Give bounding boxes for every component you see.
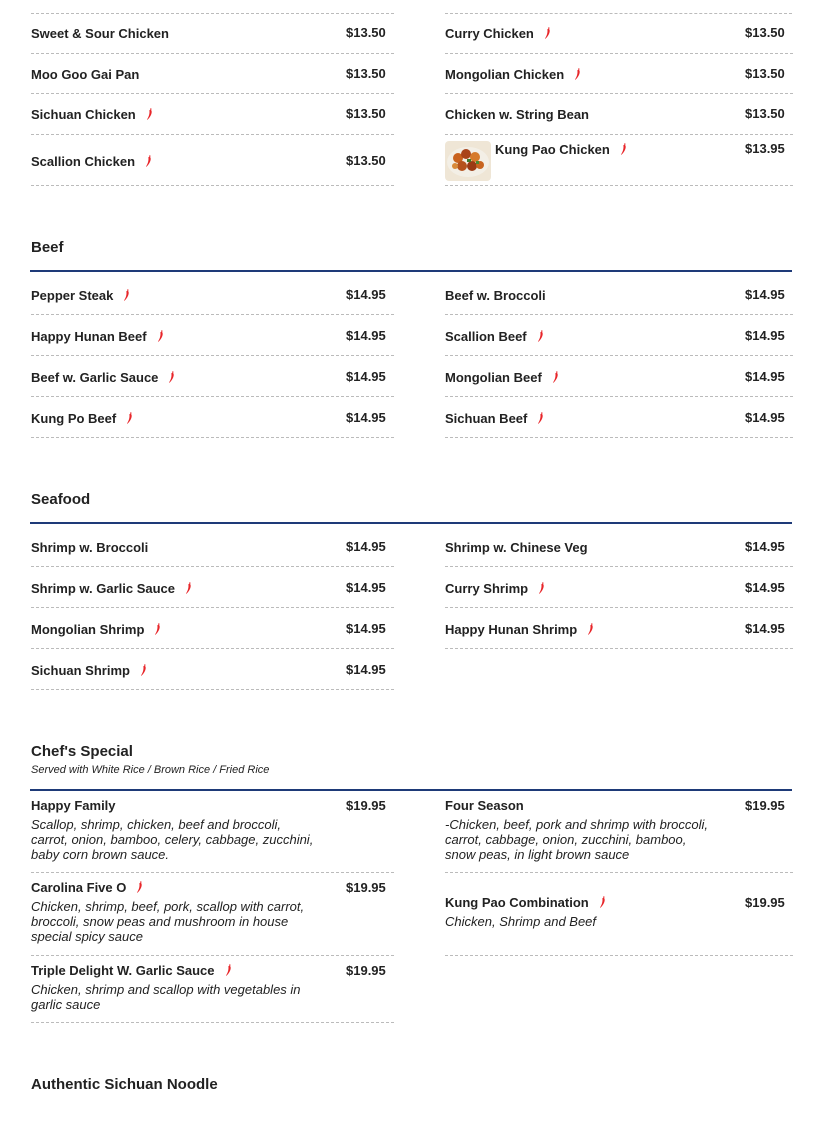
menu-item-price: $14.95	[346, 328, 386, 343]
menu-item-name	[495, 142, 627, 157]
menu-item-name	[31, 370, 175, 385]
menu-item-name	[445, 67, 581, 82]
menu-item-label: Curry Shrimp	[445, 581, 529, 596]
chili-pepper-icon	[136, 881, 143, 893]
menu-item-name	[445, 26, 551, 41]
menu-item-label: Beef w. Broccoli	[445, 288, 546, 303]
menu-item[interactable]	[445, 94, 793, 135]
menu-item[interactable]	[31, 315, 394, 356]
description-line: carrot, cabbage, onion, zucchini, bamboo,	[445, 832, 687, 847]
menu-item[interactable]	[31, 567, 394, 608]
menu-item[interactable]	[445, 791, 793, 873]
menu-item[interactable]	[31, 956, 394, 1023]
chili-pepper-icon	[574, 68, 581, 80]
menu-item-name	[31, 963, 232, 978]
chili-pepper-icon	[140, 664, 147, 676]
food-photo-icon	[445, 141, 491, 181]
menu-item-price: $14.95	[346, 662, 386, 677]
menu-item-label: Sichuan Beef	[445, 411, 528, 426]
section-divider	[30, 270, 792, 272]
chili-pepper-icon	[537, 412, 544, 424]
menu-item[interactable]	[445, 526, 793, 567]
menu-item-label: Sweet & Sour Chicken	[31, 26, 169, 41]
menu-item-price: $14.95	[745, 287, 785, 302]
section-title: Seafood	[31, 491, 91, 508]
description-line: Chicken, Shrimp and Beef	[445, 914, 597, 929]
menu-item-price: $14.95	[745, 539, 785, 554]
menu-item-label: Mongolian Chicken	[445, 67, 565, 82]
menu-item[interactable]	[445, 397, 793, 438]
menu-item[interactable]	[445, 567, 793, 608]
menu-item-name	[445, 329, 544, 344]
menu-item-price: $14.95	[346, 539, 386, 554]
menu-item-label: Triple Delight W. Garlic Sauce	[31, 963, 215, 978]
list-divider	[445, 0, 792, 14]
menu-item-name	[31, 26, 169, 41]
menu-item-label: Carolina Five O	[31, 880, 127, 895]
chili-pepper-icon	[599, 896, 606, 908]
menu-item-price: $14.95	[745, 621, 785, 636]
menu-item-description	[445, 817, 733, 862]
menu-item[interactable]	[445, 135, 793, 186]
menu-item-price: $19.95	[346, 798, 386, 813]
menu-item[interactable]	[445, 13, 793, 54]
menu-item[interactable]	[445, 54, 793, 94]
menu-item-price: $14.95	[346, 410, 386, 425]
menu-item-name	[445, 895, 606, 910]
section-subtitle: Served with White Rice / Brown Rice / Fried Rice	[31, 764, 270, 776]
menu-item[interactable]	[31, 526, 394, 567]
menu-item-name	[31, 107, 153, 122]
menu-item-price: $14.95	[346, 621, 386, 636]
menu-item-label: Chicken w. String Bean	[445, 107, 589, 122]
menu-item-label: Shrimp w. Garlic Sauce	[31, 581, 176, 596]
menu-item[interactable]	[31, 397, 394, 438]
menu-item-price: $13.50	[745, 25, 785, 40]
menu-item[interactable]	[31, 873, 394, 956]
chili-pepper-icon	[185, 582, 192, 594]
menu-item-price: $13.95	[745, 141, 785, 156]
menu-item-price: $19.95	[745, 895, 785, 910]
menu-item-label: Sichuan Chicken	[31, 107, 136, 122]
menu-item-name	[445, 798, 524, 813]
menu-item-price: $13.50	[346, 153, 386, 168]
section-title: Authentic Sichuan Noodle	[31, 1076, 218, 1093]
menu-item-label: Four Season	[445, 798, 524, 813]
menu-item-price: $13.50	[745, 106, 785, 121]
menu-item[interactable]	[445, 274, 793, 315]
menu-item-label: Beef w. Garlic Sauce	[31, 370, 159, 385]
menu-item-name	[31, 288, 130, 303]
menu-item-label: Mongolian Shrimp	[31, 622, 145, 637]
menu-item-name	[31, 154, 152, 169]
menu-item-description	[445, 914, 733, 929]
menu-item[interactable]	[31, 608, 394, 649]
menu-item[interactable]	[31, 54, 394, 94]
section-title: Chef's Special	[31, 743, 133, 760]
section-divider	[30, 522, 792, 524]
kung-pao-chicken-image[interactable]	[445, 141, 491, 181]
menu-item-name	[445, 622, 594, 637]
menu-item-name	[445, 581, 545, 596]
description-line: carrot, onion, bamboo, celery, cabbage, zucchini,	[31, 832, 314, 847]
menu-item-name	[31, 540, 148, 555]
menu-item-price: $14.95	[745, 328, 785, 343]
menu-item[interactable]	[445, 608, 793, 649]
description-line: Chicken, shrimp and scallop with vegetables in	[31, 982, 301, 997]
menu-item-price: $19.95	[745, 798, 785, 813]
list-divider	[31, 0, 394, 14]
menu-item-label: Happy Hunan Beef	[31, 329, 147, 344]
menu-item-label: Kung Pao Combination	[445, 895, 589, 910]
menu-item[interactable]	[31, 649, 394, 690]
menu-item-price: $13.50	[346, 106, 386, 121]
menu-item-name	[31, 329, 164, 344]
menu-item-description	[31, 899, 334, 944]
menu-item-price: $14.95	[346, 287, 386, 302]
menu-item-name	[31, 411, 133, 426]
menu-item-name	[31, 581, 192, 596]
menu-item[interactable]	[445, 315, 793, 356]
description-line: -Chicken, beef, pork and shrimp with broccoli,	[445, 817, 709, 832]
menu-item-label: Kung Po Beef	[31, 411, 117, 426]
chili-pepper-icon	[146, 108, 153, 120]
menu-item-label: Happy Family	[31, 798, 116, 813]
menu-item-name	[31, 622, 161, 637]
description-line: Scallop, shrimp, chicken, beef and broccoli,	[31, 817, 282, 832]
menu-item-price: $14.95	[745, 369, 785, 384]
menu-item[interactable]	[31, 356, 394, 397]
menu-item-name	[445, 107, 589, 122]
description-line: Chicken, shrimp, beef, pork, scallop with carrot,	[31, 899, 305, 914]
description-line: broccoli, snow peas and mushroom in house	[31, 914, 289, 929]
menu-item-price: $13.50	[745, 66, 785, 81]
menu-item-name	[445, 411, 544, 426]
chili-pepper-icon	[538, 582, 545, 594]
menu-item-label: Sichuan Shrimp	[31, 663, 130, 678]
menu-item-price: $14.95	[346, 580, 386, 595]
menu-item[interactable]	[445, 356, 793, 397]
menu-item-name	[31, 798, 116, 813]
menu-item-description	[31, 817, 334, 862]
menu-item[interactable]	[445, 873, 793, 956]
chili-pepper-icon	[537, 330, 544, 342]
menu-item-name	[445, 370, 559, 385]
description-line: snow peas, in light brown sauce	[445, 847, 630, 862]
chili-pepper-icon	[168, 371, 175, 383]
menu-item-label: Kung Pao Chicken	[495, 142, 610, 157]
description-line: garlic sauce	[31, 997, 101, 1012]
menu-item-label: Shrimp w. Broccoli	[31, 540, 149, 555]
chili-pepper-icon	[225, 964, 232, 976]
menu-item-label: Moo Goo Gai Pan	[31, 67, 140, 82]
menu-item-label: Scallion Beef	[445, 329, 527, 344]
menu-item-label: Happy Hunan Shrimp	[445, 622, 578, 637]
menu-item[interactable]	[31, 94, 394, 135]
chili-pepper-icon	[552, 371, 559, 383]
description-line: baby corn brown sauce.	[31, 847, 170, 862]
menu-item-label: Pepper Steak	[31, 288, 114, 303]
chili-pepper-icon	[154, 623, 161, 635]
menu-item-price: $14.95	[346, 369, 386, 384]
description-line: special spicy sauce	[31, 929, 143, 944]
menu-item-name	[445, 288, 546, 303]
menu-item-name	[31, 67, 139, 82]
menu-item-price: $19.95	[346, 963, 386, 978]
menu-item-price: $14.95	[745, 580, 785, 595]
chili-pepper-icon	[587, 623, 594, 635]
chili-pepper-icon	[157, 330, 164, 342]
chili-pepper-icon	[620, 143, 627, 155]
menu-item[interactable]	[31, 274, 394, 315]
chili-pepper-icon	[123, 289, 130, 301]
menu-item[interactable]	[31, 791, 394, 873]
menu-item-name	[445, 540, 588, 555]
chili-pepper-icon	[126, 412, 133, 424]
menu-item-label: Scallion Chicken	[31, 154, 136, 169]
menu-item-price: $19.95	[346, 880, 386, 895]
menu-item[interactable]	[31, 135, 394, 186]
chili-pepper-icon	[145, 155, 152, 167]
menu-item-label: Mongolian Beef	[445, 370, 542, 385]
section-title: Beef	[31, 239, 64, 256]
menu-item-name	[31, 880, 143, 895]
menu-item-name	[31, 663, 147, 678]
menu-item-price: $14.95	[745, 410, 785, 425]
menu-item-price: $13.50	[346, 66, 386, 81]
menu-item-description	[31, 982, 334, 1012]
menu-item-label: Shrimp w. Chinese Veg	[445, 540, 588, 555]
menu-item[interactable]	[31, 13, 394, 54]
chili-pepper-icon	[544, 27, 551, 39]
menu-item-price: $13.50	[346, 25, 386, 40]
menu-item-label: Curry Chicken	[445, 26, 534, 41]
